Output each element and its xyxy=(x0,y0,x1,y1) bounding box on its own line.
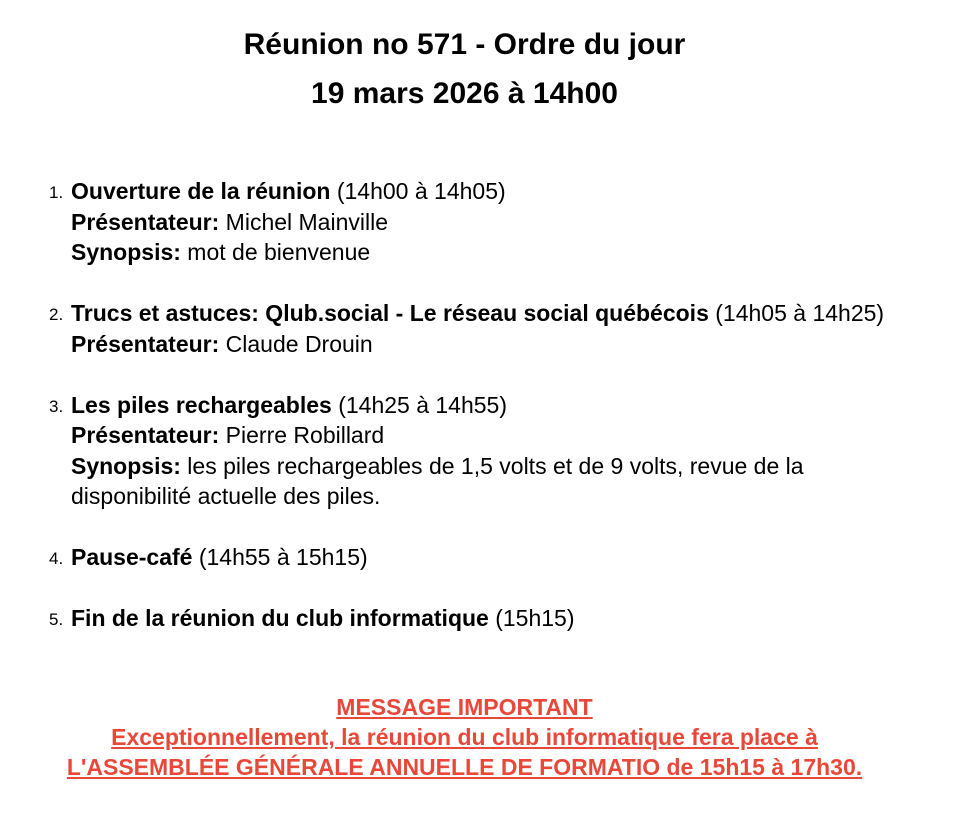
agenda-item-5 xyxy=(0,603,979,634)
meeting-date: 19 mars 2026 à 14h00 xyxy=(311,77,618,110)
item-number: 4. xyxy=(49,549,64,568)
item-number: 3. xyxy=(49,396,64,416)
item-number: 1. xyxy=(49,183,64,202)
page-title: Réunion no 571 - Ordre du jour xyxy=(243,28,686,61)
synopsis-label: Synopsis: xyxy=(71,452,181,479)
item-time: (14h25 à 14h55) xyxy=(331,391,508,418)
presenter-name: Michel Mainville xyxy=(219,208,388,235)
message-heading: MESSAGE IMPORTANT xyxy=(336,694,593,720)
item-time: (14h55 à 15h15) xyxy=(192,544,368,570)
presenter-name: Pierre Robillard xyxy=(219,422,385,448)
item-title: Fin de la réunion du club informatique xyxy=(71,605,489,631)
item-title: Pause-café xyxy=(71,544,193,570)
synopsis-text: les piles rechargeables de 1,5 volts et de 9 volts, revue de la disponibilité actuelle des piles. xyxy=(71,452,804,509)
presenter-name: Claude Drouin xyxy=(219,330,373,357)
agenda-item-2 xyxy=(0,298,979,359)
important-message xyxy=(0,692,929,782)
agenda-item-3 xyxy=(0,390,979,512)
agenda-list xyxy=(0,176,979,664)
item-number: 5. xyxy=(49,610,64,629)
presenter-label: Présentateur: xyxy=(71,422,220,448)
presenter-label: Présentateur: xyxy=(71,208,220,235)
item-time: (14h05 à 14h25) xyxy=(708,300,885,326)
item-time: (14h00 à 14h05) xyxy=(330,178,506,204)
message-line-2: L'ASSEMBLÉE GÉNÉRALE ANNUELLE DE FORMATIO de 15h15 à 17h30. xyxy=(66,754,863,780)
item-number: 2. xyxy=(49,305,64,324)
presenter-label: Présentateur: xyxy=(71,330,220,357)
synopsis-text: mot de bienvenue xyxy=(180,239,371,265)
item-title: Les piles rechargeables xyxy=(71,391,332,418)
item-title: Ouverture de la réunion xyxy=(71,178,331,204)
synopsis-label: Synopsis: xyxy=(71,239,181,265)
item-time: (15h15) xyxy=(488,605,575,631)
message-line-1: Exceptionnellement, la réunion du club informatique fera place à xyxy=(111,724,818,750)
item-title: Trucs et astuces: Qlub.social - Le réseau social québécois xyxy=(71,300,709,326)
agenda-item-1 xyxy=(0,176,979,268)
agenda-item-4 xyxy=(0,542,979,573)
